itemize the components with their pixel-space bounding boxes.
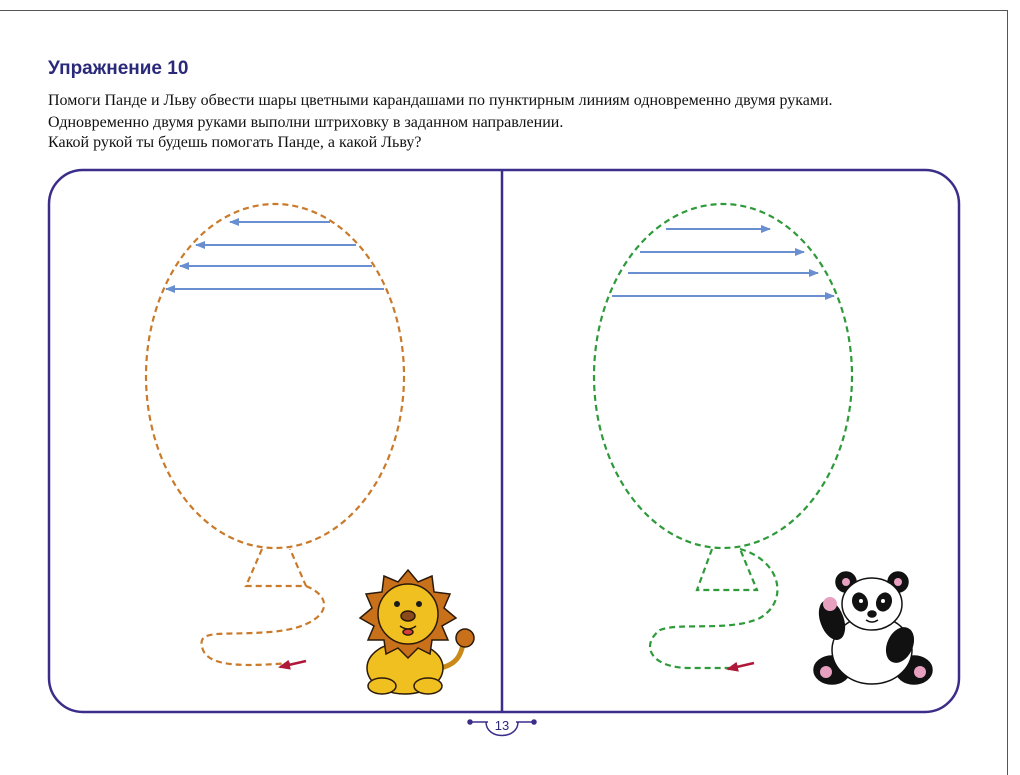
- page-number: 13: [494, 718, 510, 733]
- left-balloon-outline[interactable]: [146, 204, 404, 665]
- panda-illustration: [814, 572, 932, 684]
- left-hatch-arrows: [166, 222, 384, 289]
- exercise-title: Упражнение 10: [48, 58, 189, 79]
- lion-illustration: [360, 570, 474, 694]
- instruction-line-3: Какой рукой ты будешь помогать Панде, а какой Льву?: [48, 134, 422, 151]
- instruction-line-2: Одновременно двумя руками выполни штриховку в заданном направлении.: [48, 114, 564, 131]
- left-start-arrow: [280, 661, 306, 667]
- instruction-line-1: Помоги Панде и Льву обвести шары цветными карандашами по пунктирным линиям одновременно двумя руками.: [48, 92, 833, 109]
- worksheet-frame: [49, 170, 959, 712]
- right-start-arrow: [728, 663, 754, 669]
